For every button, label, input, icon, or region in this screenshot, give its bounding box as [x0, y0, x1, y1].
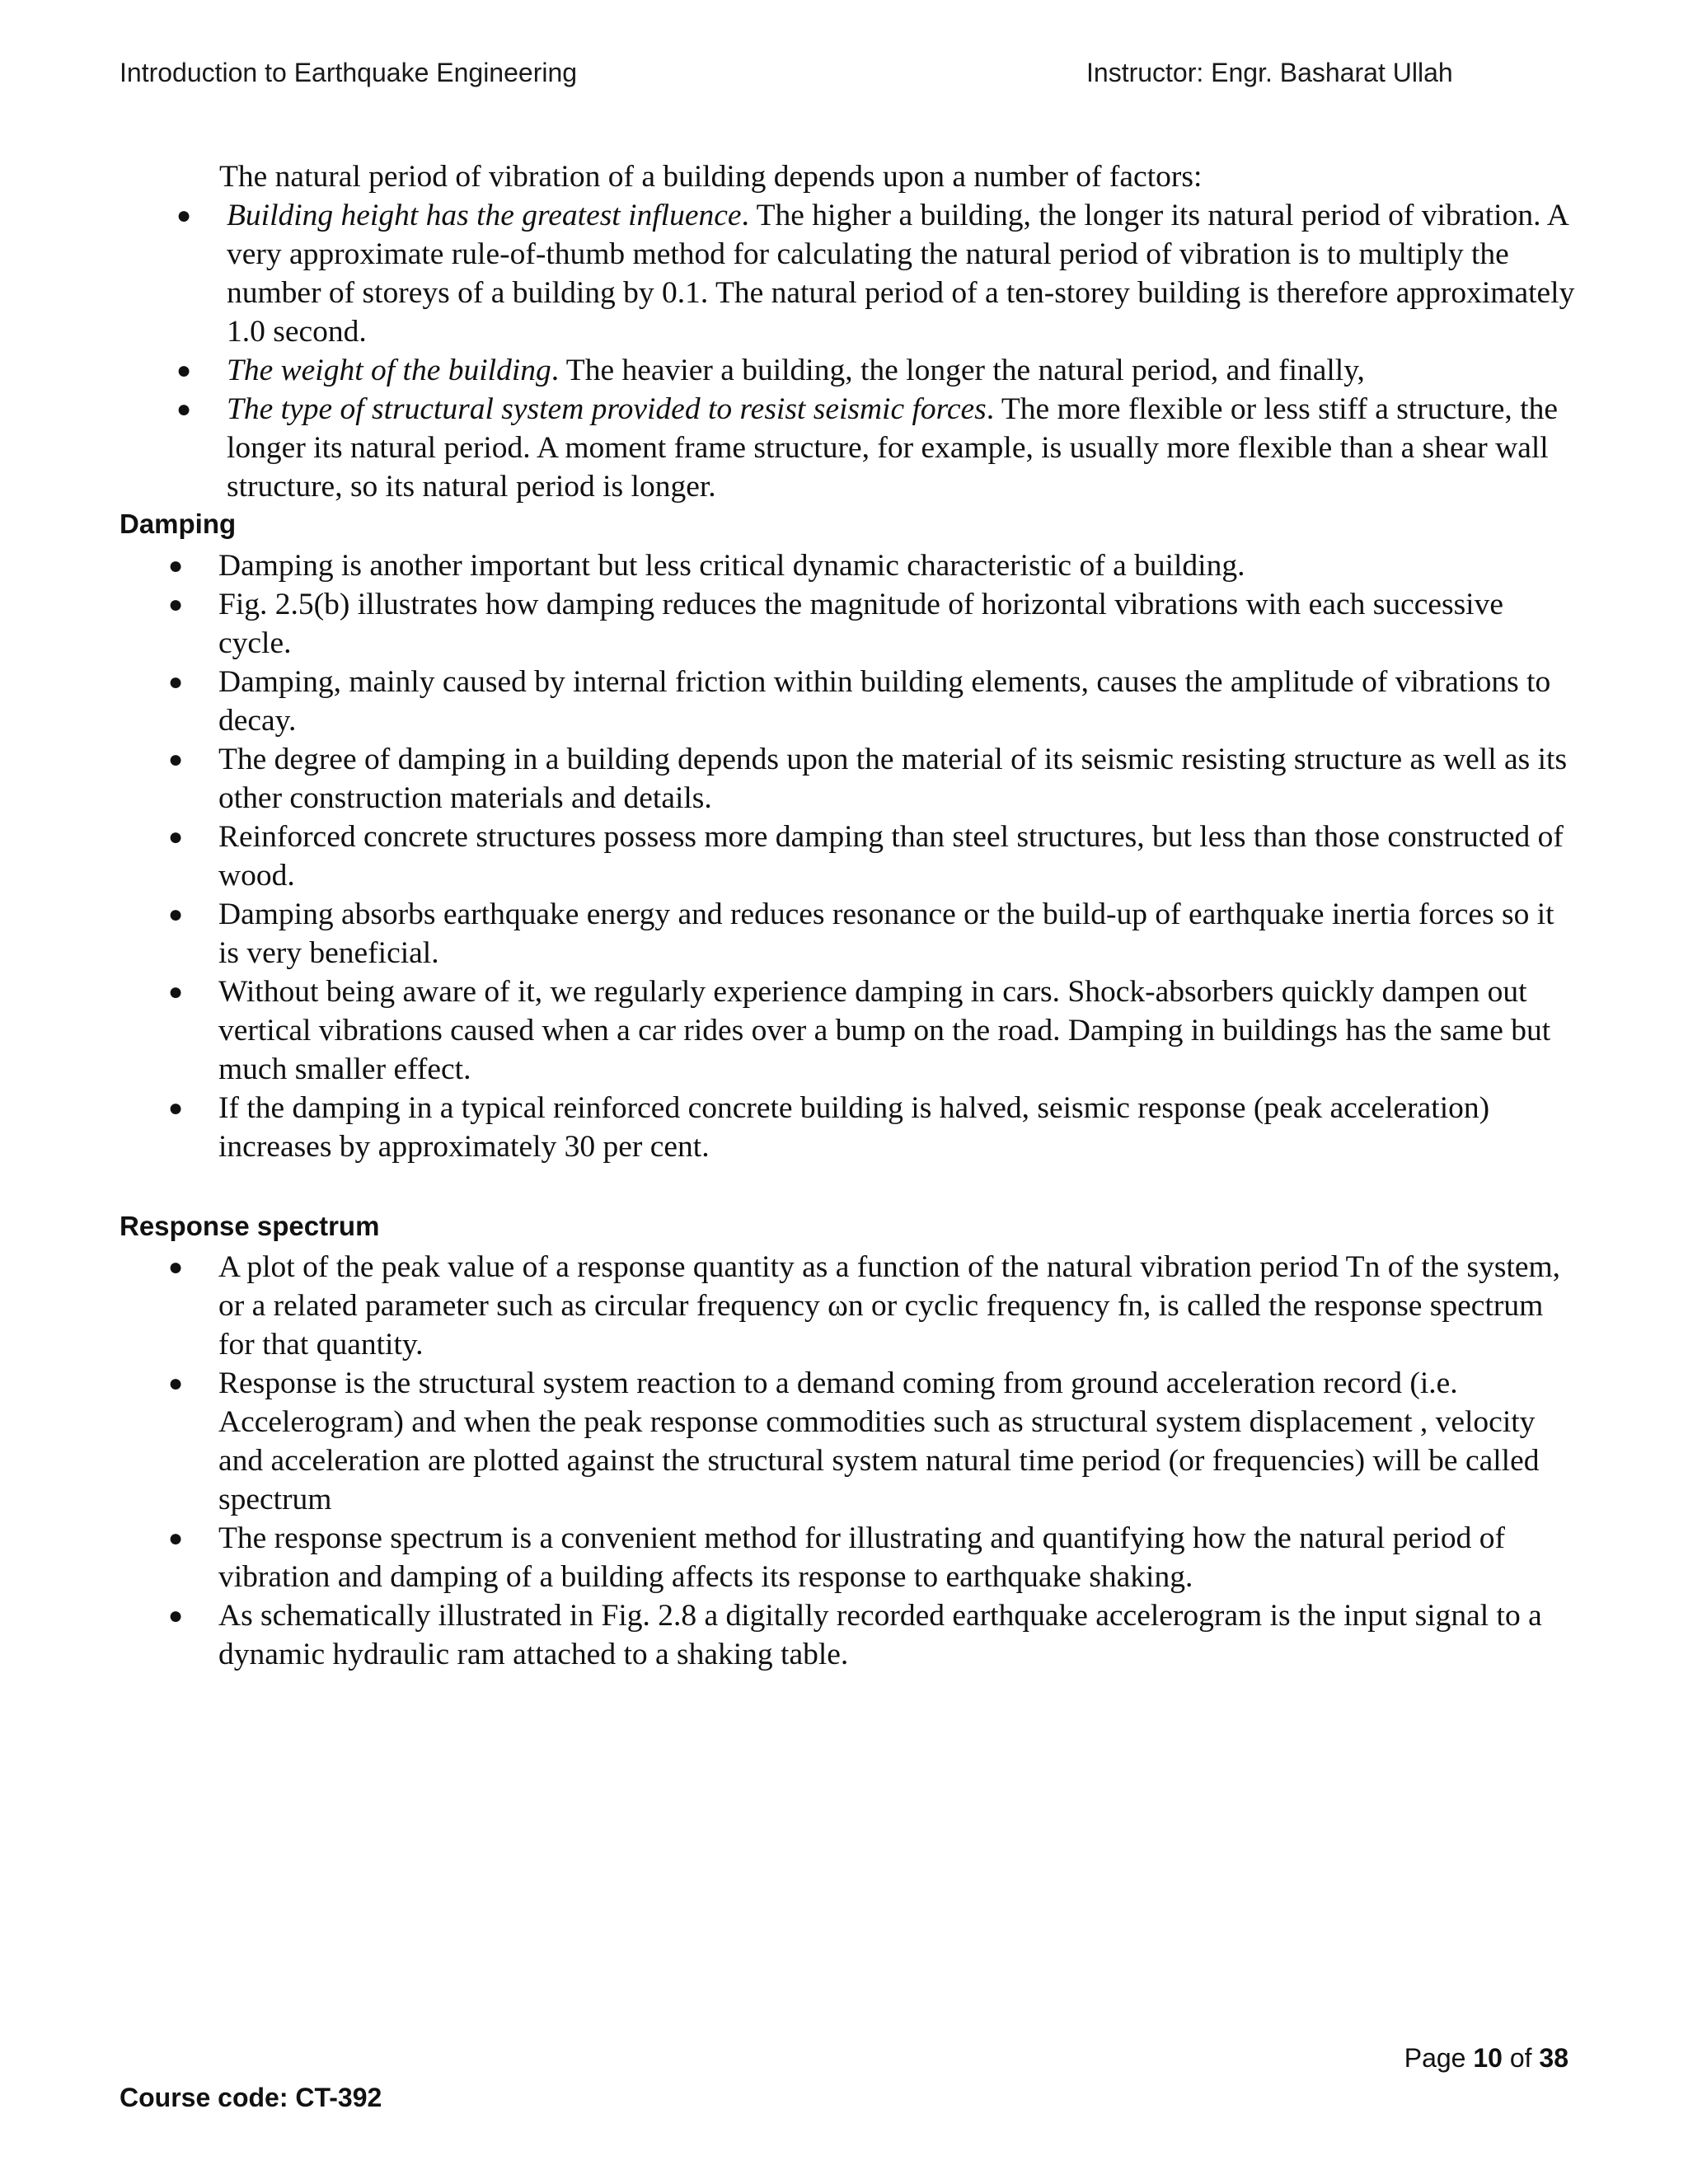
bullet-icon: ●	[168, 1602, 184, 1629]
factor-emphasis: The weight of the building	[227, 354, 551, 387]
list-item: ● The degree of damping in a building depends upon the material of its seismic resisting structure as well as its other construction materials and details.	[218, 740, 1578, 818]
response-spectrum-list	[168, 1248, 1578, 1674]
bullet-icon: ●	[168, 823, 184, 851]
bullet-icon: ●	[168, 591, 184, 618]
course-code: Course code: CT-392	[120, 2083, 382, 2112]
bullet-icon: ●	[176, 357, 192, 384]
list-item: ● If the damping in a typical reinforced concrete building is halved, seismic response (peak acceleration) increases by approximately 30 per cent.	[218, 1089, 1578, 1166]
bullet-icon: ●	[168, 1094, 184, 1122]
factor-text: . The higher a building, the longer its natural period of vibration. A very approximate rule-of-thumb method for calculating the natural period of vibration is to multiply the number of storeys of a building by 0.1. The natural period of a ten-storey building is therefore approximately 1.0 second.	[227, 199, 1575, 349]
factor-text: . The heavier a building, the longer the natural period, and finally,	[551, 354, 1365, 387]
bullet-icon: ●	[168, 668, 184, 696]
bullet-icon: ●	[168, 901, 184, 928]
list-item: ● Reinforced concrete structures possess more damping than steel structures, but less than those constructed of wood.	[218, 818, 1578, 895]
factor-emphasis: The type of structural system provided to resist seismic forces	[227, 392, 987, 426]
list-item: ● Damping is another important but less critical dynamic characteristic of a building.	[218, 546, 1578, 585]
list-item: ● The response spectrum is a convenient method for illustrating and quantifying how the natural period of vibration and damping of a building affects its response to earthquake shaking.	[218, 1519, 1578, 1596]
list-item: ● As schematically illustrated in Fig. 2.8 a digitally recorded earthquake accelerogram is the input signal to a dynamic hydraulic ram attached to a shaking table.	[218, 1596, 1578, 1674]
bullet-icon: ●	[168, 1525, 184, 1552]
list-item: ● Damping, mainly caused by internal friction within building elements, causes the amplitude of vibrations to decay.	[218, 663, 1578, 740]
bullet-icon: ●	[176, 396, 192, 423]
list-item: ● Fig. 2.5(b) illustrates how damping reduces the magnitude of horizontal vibrations with each successive cycle.	[218, 585, 1578, 663]
list-item	[176, 390, 1578, 506]
bullet-icon: ●	[168, 1254, 184, 1281]
bullet-icon: ●	[168, 978, 184, 1005]
header-course-title: Introduction to Earthquake Engineering	[120, 58, 578, 87]
damping-list	[168, 546, 1578, 1166]
factors-list	[176, 196, 1578, 506]
list-item: ● Damping absorbs earthquake energy and reduces resonance or the build-up of earthquake inertia forces so it is very beneficial.	[218, 895, 1578, 972]
list-item: ● A plot of the peak value of a response quantity as a function of the natural vibration period Tn of the system, or a related parameter such as circular frequency ωn or cyclic frequency fn, is called the response spectrum for that quantity.	[218, 1248, 1578, 1364]
damping-heading: Damping	[120, 509, 237, 539]
bullet-icon: ●	[168, 1370, 184, 1397]
response-spectrum-heading: Response spectrum	[120, 1211, 380, 1241]
page-number: Page 10 of 38	[1404, 2043, 1568, 2073]
bullet-icon: ●	[176, 202, 192, 229]
factors-intro: The natural period of vibration of a building depends upon a number of factors:	[219, 160, 1203, 194]
list-item	[176, 351, 1578, 390]
bullet-icon: ●	[168, 552, 184, 579]
factor-text: . The more flexible or less stiff a structure, the longer its natural period. A moment frame structure, for example, is usually more flexible than a shear wall structure, so its natural period is longer.	[227, 392, 1558, 504]
factor-emphasis: Building height has the greatest influence	[227, 199, 742, 232]
list-item: ● Response is the structural system reaction to a demand coming from ground acceleration record (i.e. Accelerogram) and when the peak response commodities such as structural system displacement , velocity and acceleration are plotted against the structural system natural time period (or frequencies) will be called spectrum	[218, 1364, 1578, 1519]
header-instructor: Instructor: Engr. Basharat Ullah	[1086, 58, 1453, 87]
list-item: ● Without being aware of it, we regularly experience damping in cars. Shock-absorbers quickly dampen out vertical vibrations caused when a car rides over a bump on the road. Damping in buildings has the same but much smaller effect.	[218, 972, 1578, 1089]
bullet-icon: ●	[168, 746, 184, 773]
list-item	[176, 196, 1578, 351]
